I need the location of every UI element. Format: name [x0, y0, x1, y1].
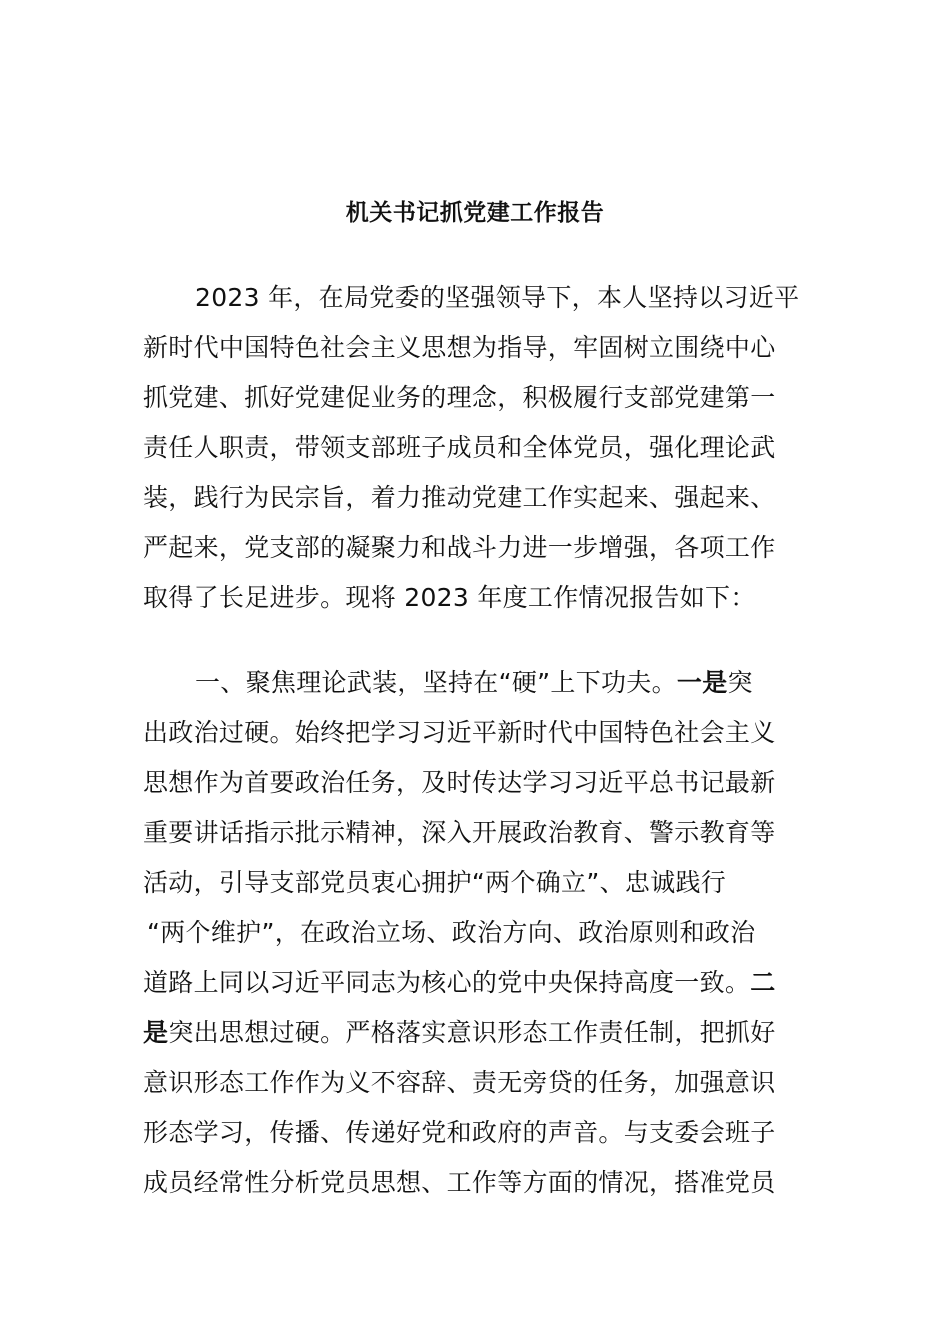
paragraph-line: 责任人职责，带领支部班子成员和全体党员，强化理论武	[143, 433, 776, 462]
line-text: 突出思想过硬。严格落实意识形态工作责任制，把抓好	[168, 1018, 776, 1047]
paragraph-line: 重要讲话指示批示精神，深入开展政治教育、警示教育等	[143, 818, 776, 847]
bold-marker: 一是	[676, 668, 728, 697]
paragraph-line	[143, 965, 776, 1001]
paragraph-line: 抓党建、抓好党建促业务的理念，积极履行支部党建第一	[143, 383, 776, 412]
bold-marker: 二	[750, 968, 776, 997]
paragraph-line	[143, 1015, 776, 1051]
paragraph-line: “两个维护”，在政治立场、政治方向、政治原则和政治	[147, 918, 756, 947]
paragraph-line: 意识形态工作作为义不容辞、责无旁贷的任务，加强意识	[143, 1068, 776, 1097]
paragraph-line: 2023 年，在局党委的坚强领导下，本人坚持以习近平	[195, 283, 800, 312]
paragraph-line: 取得了长足进步。现将 2023 年度工作情况报告如下：	[143, 583, 756, 612]
line-text: 道路上同以习近平同志为核心的党中央保持高度一致。	[143, 968, 751, 997]
bold-marker: 是	[143, 1018, 169, 1047]
paragraph-line: 成员经常性分析党员思想、工作等方面的情况，搭准党员	[143, 1168, 776, 1197]
paragraph-line: 装，践行为民宗旨，着力推动党建工作实起来、强起来、	[143, 483, 776, 512]
document-title: 机关书记抓党建工作报告	[345, 200, 605, 226]
line-tail: 突	[727, 668, 753, 697]
section-heading: 一、聚焦理论武装，坚持在“硬”上下功夫。	[195, 668, 677, 697]
paragraph-line: 严起来，党支部的凝聚力和战斗力进一步增强，各项工作	[143, 533, 776, 562]
paragraph-line: 思想作为首要政治任务，及时传达学习习近平总书记最新	[143, 768, 776, 797]
paragraph-line: 新时代中国特色社会主义思想为指导，牢固树立围绕中心	[143, 333, 776, 362]
paragraph-line: 形态学习，传播、传递好党和政府的声音。与支委会班子	[143, 1118, 776, 1147]
paragraph-line: 活动，引导支部党员衷心拥护“两个确立”、忠诚践行	[143, 868, 727, 897]
paragraph-line: 出政治过硬。始终把学习习近平新时代中国特色社会主义	[143, 718, 776, 747]
section-heading-line	[195, 665, 753, 701]
